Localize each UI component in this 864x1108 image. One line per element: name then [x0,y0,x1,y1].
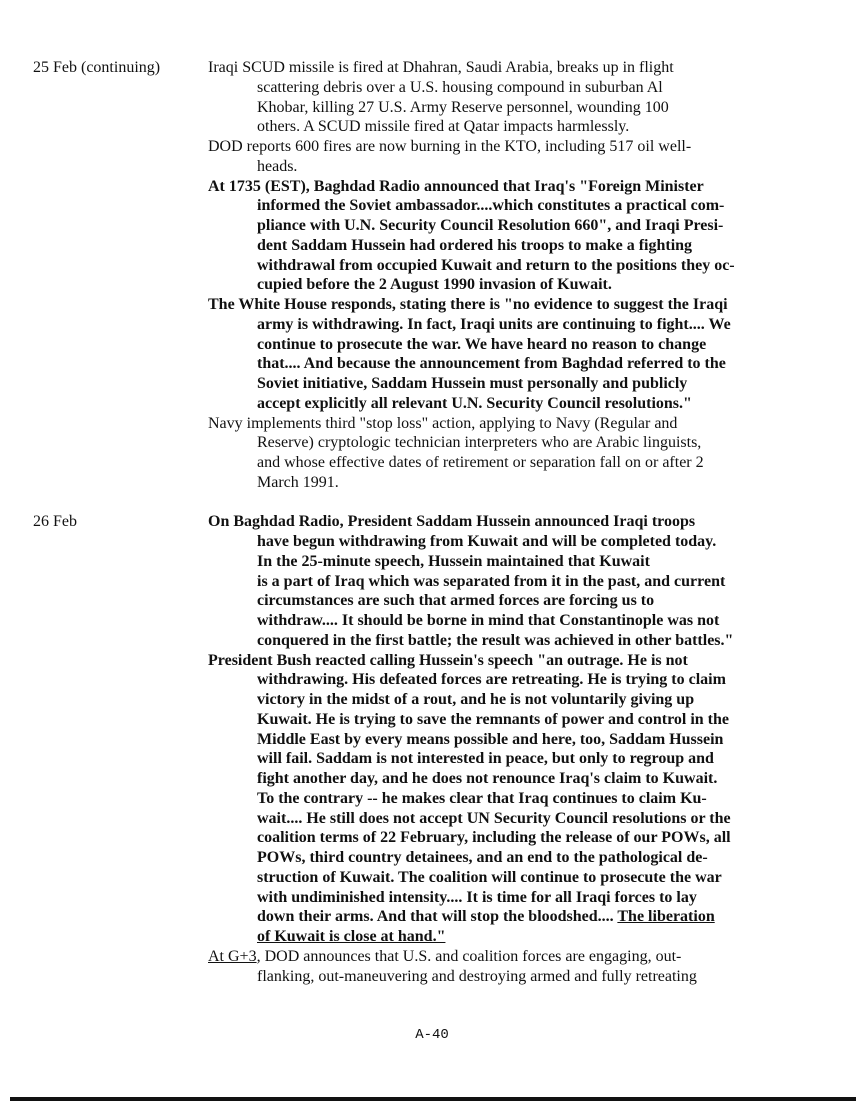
entry-text-line: Middle East by every means possible and here, too, Saddam Hussein [257,730,724,748]
text-segment: , DOD announces that U.S. and coalition forces are engaging, out- [256,947,682,965]
text-segment: down their arms. And that will stop the bloodshed.... [257,908,618,926]
entry-text-line: is a part of Iraq which was separated from it in the past, and current [257,572,726,590]
underlined-text: of Kuwait is close at hand." [257,928,446,945]
entry-text-line: fight another day, and he does not renounce Iraq's claim to Kuwait. [257,770,718,787]
entry-text-line: Khobar, killing 27 U.S. Army Reserve personnel, wounding 100 [257,98,669,116]
entry-text-line: pliance with U.N. Security Council Resolution 660", and Iraqi Presi- [257,217,724,234]
entry-text-line: continue to prosecute the war. We have heard no reason to change [257,335,707,353]
entry-text-line: DOD reports 600 fires are now burning in the KTO, including 517 oil well- [208,138,692,155]
entry-text-line: dent Saddam Hussein had ordered his troops to make a fighting [257,236,693,254]
entry-text-line: informed the Soviet ambassador....which constitutes a practical com- [257,197,725,215]
entry-text-line: conquered in the first battle; the result was achieved in other battles." [257,631,734,649]
entry-text-line: wait.... He still does not accept UN Security Council resolutions or the [257,809,731,827]
underlined-text: The liberation [617,908,715,926]
entry-text-line: March 1991. [257,473,339,491]
entry-text-line: flanking, out-maneuvering and destroying armed and fully retreating [257,967,697,985]
page-number: A-40 [415,1027,449,1043]
entry-text-line: withdrawal from occupied Kuwait and return to the positions they oc- [257,256,735,274]
scan-bottom-edge [10,1097,856,1101]
entry-date: 26 Feb [33,513,77,531]
entry-text-line: will fail. Saddam is not interested in peace, but only to regroup and [257,750,714,768]
entry-text-line [208,947,681,967]
entry-text-line: On Baghdad Radio, President Saddam Hussein announced Iraqi troops [208,513,696,531]
entry-text-line: victory in the midst of a rout, and he is not voluntarily giving up [257,691,695,708]
entry-text-line: cupied before the 2 August 1990 invasion of Kuwait. [257,276,612,294]
entry-text-line: In the 25-minute speech, Hussein maintained that Kuwait [257,552,650,570]
entry-text-line: The White House responds, stating there is "no evidence to suggest the Iraqi [208,296,728,313]
entry-date: 25 Feb (continuing) [33,59,161,76]
entry-text-line: have begun withdrawing from Kuwait and will be completed today. [257,533,717,550]
entry-text-line: that.... And because the announcement from Baghdad referred to the [257,355,726,373]
entry-text-line: Navy implements third "stop loss" action, applying to Navy (Regular and [208,414,678,432]
entry-text-line: and whose effective dates of retirement or separation fall on or after 2 [257,454,704,471]
entry-text-line: President Bush reacted calling Hussein's speech "an outrage. He is not [208,651,688,669]
entry-text-line: with undiminished intensity.... It is time for all Iraqi forces to lay [257,888,697,906]
entry-text-line: coalition terms of 22 February, including the release of our POWs, all [257,829,731,847]
entry-text-line [257,907,715,927]
entry-text-line: heads. [257,157,298,175]
entry-text-line: army is withdrawing. In fact, Iraqi units are continuing to fight.... We [257,315,731,333]
entry-text-line: Reserve) cryptologic technician interpreters who are Arabic linguists, [257,434,702,452]
entry-text-line: withdraw.... It should be borne in mind that Constantinople was not [257,612,720,629]
entry-text-line: POWs, third country detainees, and an end to the pathological de- [257,849,708,866]
entry-text-line: circumstances are such that armed forces are forcing us to [257,592,655,610]
entry-text-line: Soviet initiative, Saddam Hussein must personally and publicly [257,375,688,392]
entry-text-line: Kuwait. He is trying to save the remnants of power and control in the [257,710,729,728]
underlined-text: At G+3 [208,947,257,965]
entry-text-line: accept explicitly all relevant U.N. Security Council resolutions." [257,394,692,412]
entry-text-line: Iraqi SCUD missile is fired at Dhahran, Saudi Arabia, breaks up in flight [208,59,674,76]
entry-text-line: To the contrary -- he makes clear that Iraq continues to claim Ku- [257,789,707,807]
entry-text-line: others. A SCUD missile fired at Qatar impacts harmlessly. [257,118,630,136]
entry-text-line: struction of Kuwait. The coalition will continue to prosecute the war [257,868,722,886]
entry-text-line: At 1735 (EST), Baghdad Radio announced that Iraq's "Foreign Minister [208,177,704,195]
entry-text-line [257,927,445,947]
entry-text-line: withdrawing. His defeated forces are retreating. He is trying to claim [257,671,726,689]
entry-text-line: scattering debris over a U.S. housing compound in suburban Al [257,78,663,96]
